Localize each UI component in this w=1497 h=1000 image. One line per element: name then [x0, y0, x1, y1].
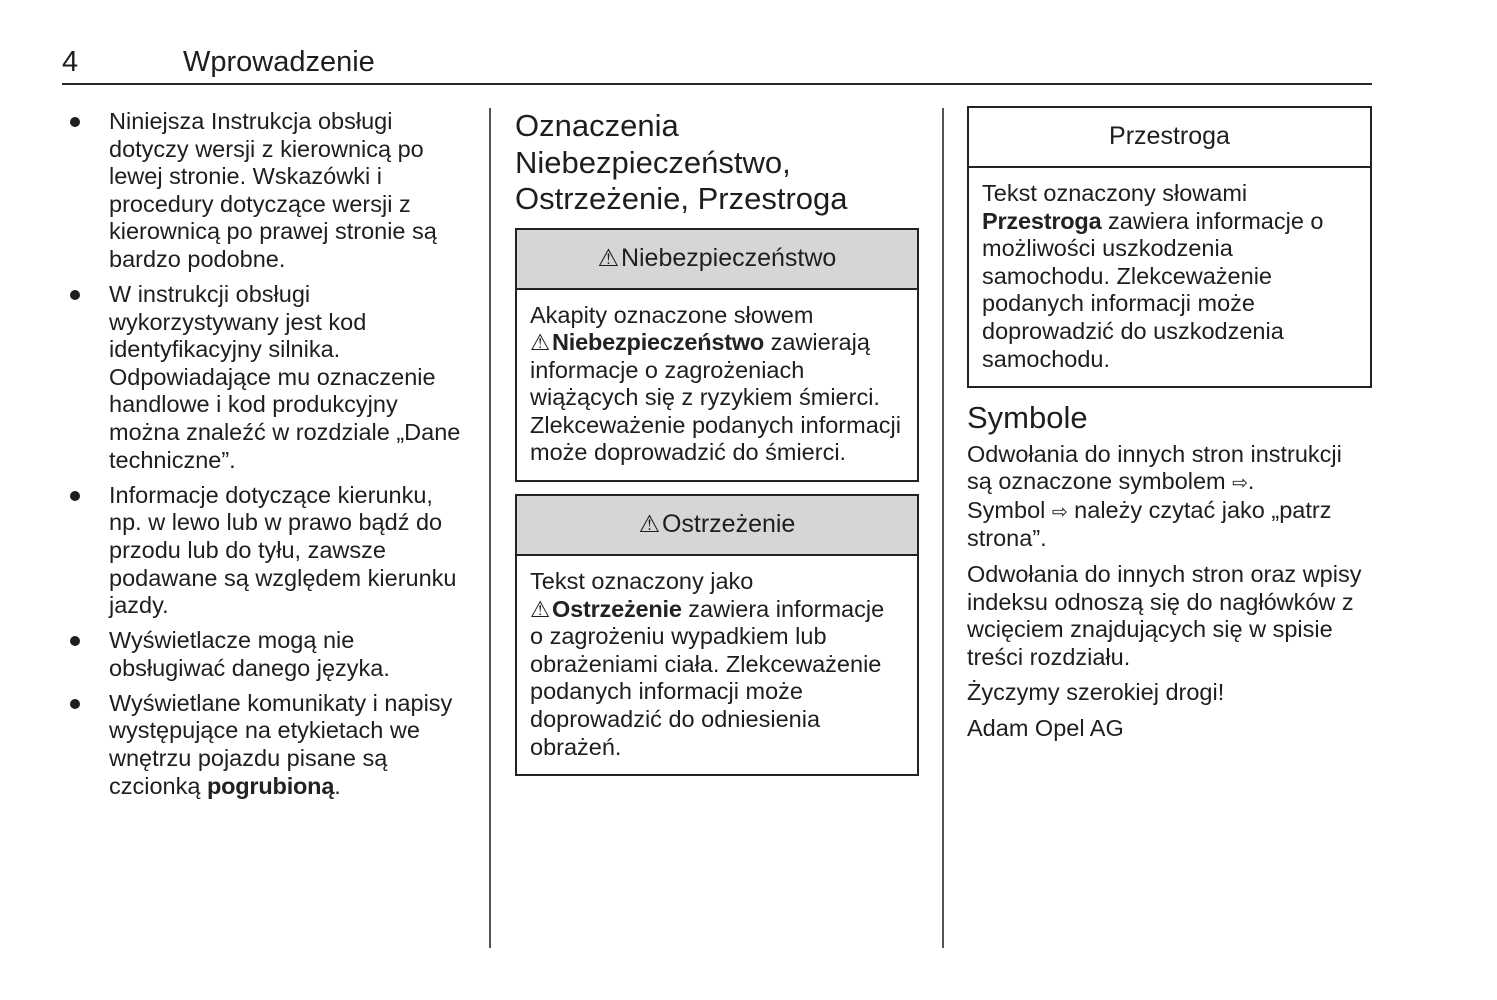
bold-term: Przestroga [982, 207, 1102, 234]
bullet-list [62, 108, 472, 800]
list-item: Wyświetlacze mogą nie obsługiwać danego języka. [62, 627, 472, 682]
caution-box-header: Przestroga [969, 108, 1370, 168]
list-item: Wyświetlane komunikaty i napisy występujące na etykietach we wnętrzu pojazdu pisane są czcionką pogrubioną. [62, 690, 472, 800]
column-divider [489, 108, 491, 948]
page-reference-arrow-icon: ⇨ [1051, 500, 1068, 522]
warning-triangle-icon: ⚠ [530, 596, 551, 622]
column-divider [942, 108, 944, 948]
list-item: Informacje dotyczące kierunku, np. w lewo lub w prawo bądź do przodu lub do tyłu, zawsze podawane są względem kierunku jazdy. [62, 482, 472, 620]
page-reference-arrow-icon: ⇨ [1232, 472, 1248, 494]
signature: Adam Opel AG [967, 715, 1124, 741]
column-2 [515, 108, 919, 788]
bullet-icon [70, 290, 80, 300]
danger-box-header: ⚠ Niebezpieczeństwo [517, 230, 917, 290]
list-item: W instrukcji obsługi wykorzystywany jest kod identyfikacyjny silnika. Odpowiadające mu oznaczenie handlowe i kod produkcyjny można znaleźć w rozdziale „Dane techniczne”. [62, 281, 472, 474]
bullet-icon [70, 636, 80, 646]
danger-box [515, 228, 919, 483]
bullet-icon [70, 699, 80, 709]
warning-triangle-icon: ⚠ [638, 511, 660, 539]
bullet-icon [70, 491, 80, 501]
warning-triangle-icon: ⚠ [597, 244, 619, 272]
closing-text: Życzymy szerokiej drogi! [967, 679, 1225, 706]
symbols-title: Symbole [967, 400, 1088, 436]
section-title: Oznaczenia Niebezpieczeństwo, Ostrzeżenie, Przestroga [515, 108, 848, 216]
symbols-paragraph: Odwołania do innych stron instrukcji są oznaczone symbolem ⇨. Symbol ⇨ należy czytać jako „patrz strona”. [967, 440, 1342, 552]
bullet-icon [70, 117, 80, 127]
warning-box-body: Tekst oznaczony jako ⚠Ostrzeżenie zawiera informacje o zagrożeniu wypadkiem lub obrażeniami ciała. Zlekceważenie podanych informacji może doprowadzić do odniesienia obrażeń. [530, 568, 885, 760]
warning-triangle-icon: ⚠ [530, 330, 551, 356]
caution-box-body: Tekst oznaczony słowami Przestroga zawiera informacje o możliwości uszkodzenia samochodu. Zlekceważenie podanych informacji może doprowadzić do uszkodzenia samochodu. [982, 180, 1324, 372]
index-paragraph: Odwołania do innych stron oraz wpisy indeksu odnoszą się do nagłówków z wcięciem znajdujących się w spisie treści rozdziału. [967, 561, 1362, 670]
caution-box [967, 106, 1372, 388]
page-number: 4 [62, 46, 79, 78]
bold-term: pogrubioną [206, 772, 335, 799]
danger-box-body: Akapity oznaczone słowem ⚠Niebezpieczeństwo zawierają informacje o zagrożeniach wiążących się z ryzykiem śmierci. Zlekceważenie podanych informacji może doprowadzić do śmierci. [530, 301, 901, 466]
list-item: Niniejsza Instrukcja obsługi dotyczy wersji z kierownicą po lewej stronie. Wskazówki i procedury dotyczące wersji z kierownicą po prawej stronie są bardzo podobne. [62, 108, 472, 274]
warning-box-header: ⚠ Ostrzeżenie [517, 496, 917, 556]
header-rule [62, 83, 1372, 85]
column-1 [62, 108, 472, 808]
running-title: Wprowadzenie [183, 46, 375, 78]
column-3 [967, 106, 1372, 751]
bold-term: Ostrzeżenie [552, 595, 682, 622]
bold-term: Niebezpieczeństwo [552, 329, 765, 356]
warning-box [515, 494, 919, 776]
